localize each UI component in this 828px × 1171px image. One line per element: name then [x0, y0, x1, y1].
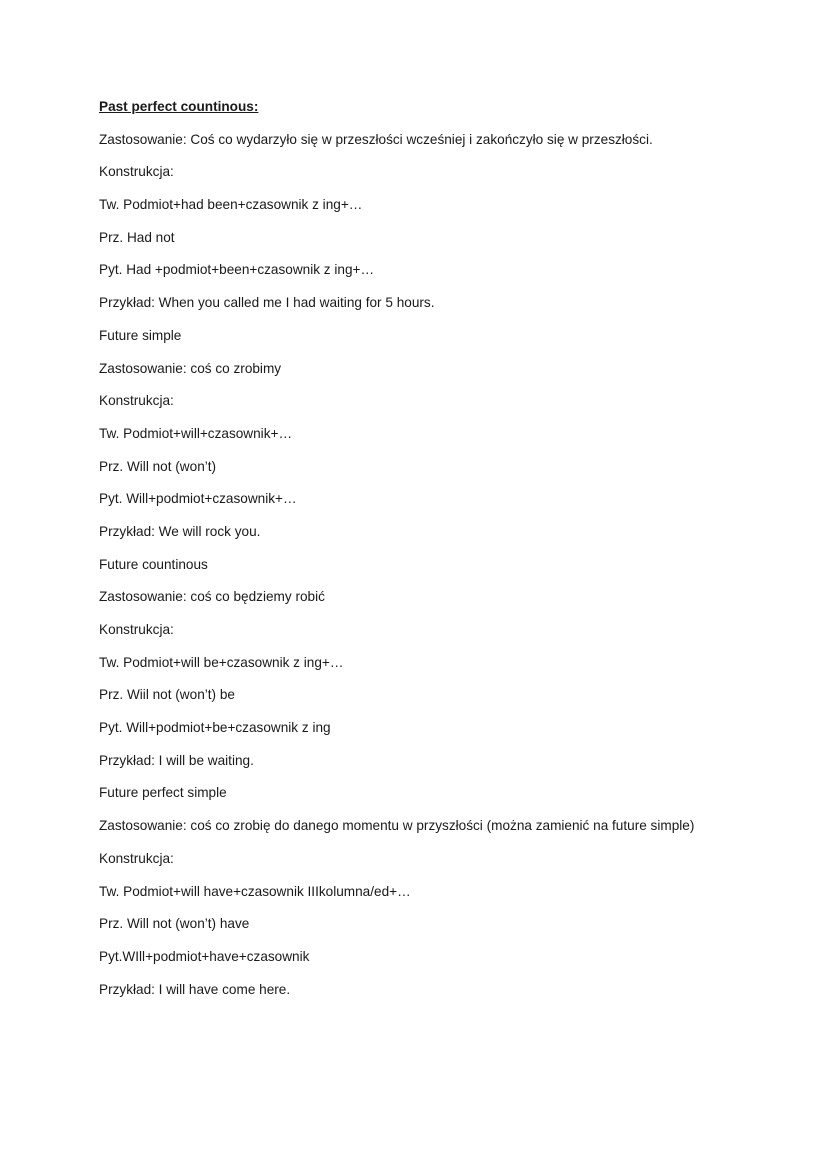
- text-line: Zastosowanie: coś co zrobimy: [99, 360, 282, 376]
- text-line: Zastosowanie: Coś co wydarzyło się w przeszłości wcześniej i zakończyło się w przeszłości.: [99, 131, 653, 147]
- text-line: Pyt. Had +podmiot+been+czasownik z ing+…: [99, 262, 375, 278]
- text-line: Konstrukcja:: [99, 622, 174, 637]
- text-line: Przykład: I will have come here.: [99, 981, 291, 997]
- text-line: Tw. Podmiot+will+czasownik+…: [99, 425, 293, 441]
- document-content: [99, 98, 779, 1013]
- text-line: Zastosowanie: coś co będziemy robić: [99, 589, 325, 605]
- text-line: Future simple: [99, 327, 182, 343]
- text-line: Konstrukcja:: [99, 164, 174, 180]
- text-line: Prz. Will not (won’t) have: [99, 916, 250, 932]
- text-line: Prz. Will not (won’t): [99, 458, 217, 474]
- text-line: Prz. Had not: [99, 229, 175, 245]
- text-line: Tw. Podmiot+will be+czasownik z ing+…: [99, 654, 344, 670]
- text-line: Przykład: When you called me I had waiting for 5 hours.: [99, 295, 435, 311]
- text-line: Konstrukcja:: [99, 850, 174, 866]
- text-line: Future countinous: [99, 556, 208, 572]
- text-line: Pyt. Will+podmiot+be+czasownik z ing: [99, 720, 331, 736]
- text-line: Pyt.WIll+podmiot+have+czasownik: [99, 948, 310, 964]
- text-line: Pyt. Will+podmiot+czasownik+…: [99, 491, 297, 507]
- text-line: Przykład: We will rock you.: [99, 523, 261, 539]
- text-line: Zastosowanie: coś co zrobię do danego momentu w przyszłości (można zamienić na future simple): [99, 818, 695, 834]
- text-line: Tw. Podmiot+will have+czasownik IIIkolumna/ed+…: [99, 883, 411, 899]
- text-line: Konstrukcja:: [99, 393, 174, 409]
- text-line: Tw. Podmiot+had been+czasownik z ing+…: [99, 197, 363, 213]
- text-line: Future perfect simple: [99, 785, 227, 801]
- section-heading: Past perfect countinous:: [99, 99, 259, 114]
- text-line: Przykład: I will be waiting.: [99, 752, 254, 768]
- text-line: Prz. Wiil not (won’t) be: [99, 687, 235, 703]
